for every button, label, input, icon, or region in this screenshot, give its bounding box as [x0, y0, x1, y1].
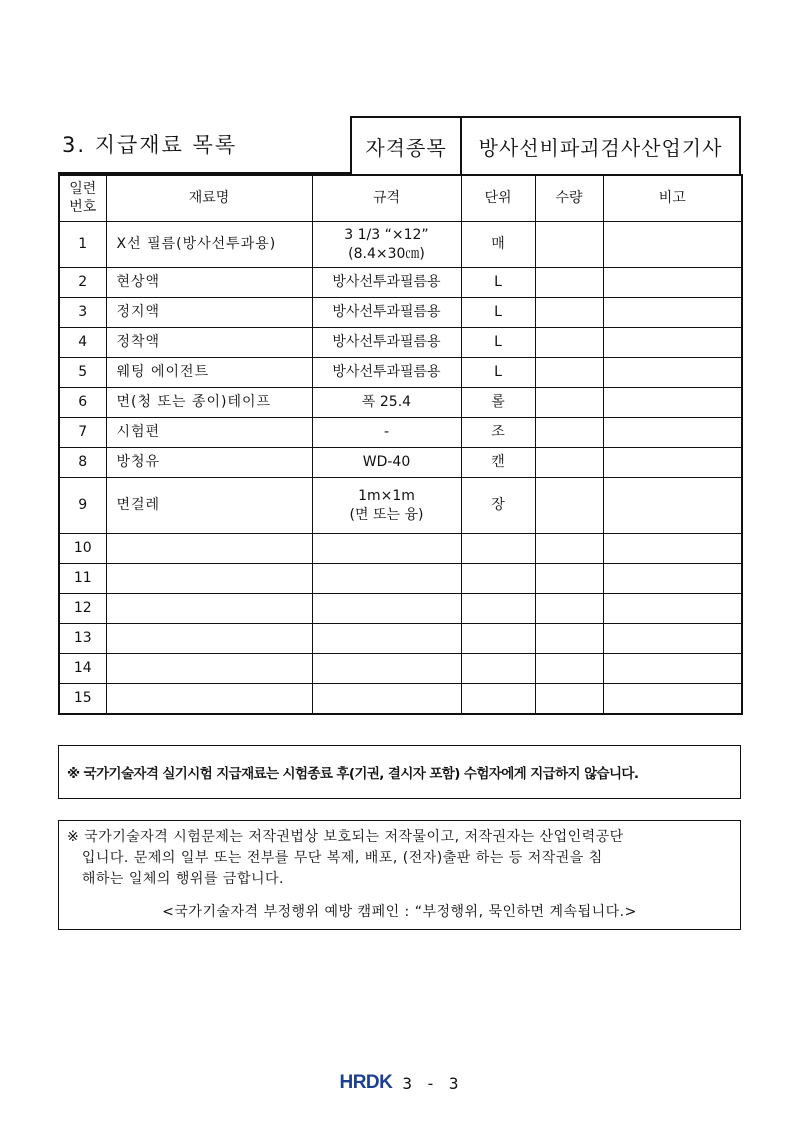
- column-header-spec: 규격: [312, 175, 461, 222]
- row-number: 1: [59, 222, 106, 268]
- material-name: 면걸레: [106, 478, 312, 534]
- table-row: [59, 534, 742, 564]
- material-note: [603, 268, 742, 298]
- material-qty: [535, 654, 603, 684]
- material-qty: [535, 222, 603, 268]
- material-name: [106, 594, 312, 624]
- material-name: 방청유: [106, 448, 312, 478]
- material-unit: L: [461, 268, 535, 298]
- material-qty: [535, 328, 603, 358]
- table-row: [59, 478, 742, 534]
- material-qty: [535, 418, 603, 448]
- table-row: [59, 684, 742, 714]
- material-name: 정지액: [106, 298, 312, 328]
- material-qty: [535, 268, 603, 298]
- material-spec: 방사선투과필름용: [312, 358, 461, 388]
- material-spec: [312, 564, 461, 594]
- row-number: 13: [59, 624, 106, 654]
- row-number: 5: [59, 358, 106, 388]
- material-note: [603, 298, 742, 328]
- material-unit: L: [461, 298, 535, 328]
- material-spec: [312, 534, 461, 564]
- table-row: [59, 594, 742, 624]
- materials-table: [58, 174, 743, 715]
- material-note: [603, 418, 742, 448]
- page-number: 3 - 3: [402, 1073, 461, 1093]
- notice-materials: ※ 국가기술자격 실기시험 지급재료는 시험종료 후(기권, 결시자 포함) 수험자에게 지급하지 않습니다.: [58, 745, 741, 799]
- material-note: [603, 684, 742, 714]
- material-name: [106, 654, 312, 684]
- row-number: 9: [59, 478, 106, 534]
- copyright-line: 입니다. 문제의 일부 또는 전부를 무단 복제, 배포, (전자)출판 하는 등 저작권을 침: [67, 850, 603, 866]
- copyright-line: 해하는 일체의 행위를 금합니다.: [67, 871, 284, 887]
- table-row: [59, 418, 742, 448]
- material-note: [603, 534, 742, 564]
- table-row: [59, 298, 742, 328]
- material-unit: L: [461, 358, 535, 388]
- hrdk-logo: HRDK: [339, 1072, 393, 1093]
- table-row: [59, 564, 742, 594]
- material-unit: 매: [461, 222, 535, 268]
- notice-copyright: [58, 820, 741, 930]
- material-qty: [535, 358, 603, 388]
- material-spec: 방사선투과필름용: [312, 268, 461, 298]
- column-header-unit: 단위: [461, 175, 535, 222]
- qualification-value: 방사선비파괴검사산업기사: [462, 116, 741, 174]
- row-number: 3: [59, 298, 106, 328]
- material-unit: [461, 624, 535, 654]
- table-row: [59, 624, 742, 654]
- material-qty: [535, 298, 603, 328]
- material-name: 현상액: [106, 268, 312, 298]
- table-row: [59, 448, 742, 478]
- table-row: [59, 268, 742, 298]
- row-number: 14: [59, 654, 106, 684]
- material-spec: 방사선투과필름용: [312, 328, 461, 358]
- table-row: [59, 358, 742, 388]
- material-qty: [535, 388, 603, 418]
- material-note: [603, 478, 742, 534]
- material-name: [106, 684, 312, 714]
- material-name: 시험편: [106, 418, 312, 448]
- material-note: [603, 624, 742, 654]
- column-header-qty: 수량: [535, 175, 603, 222]
- section-title: 3. 지급재료 목록: [58, 116, 350, 174]
- material-unit: [461, 534, 535, 564]
- row-number: 10: [59, 534, 106, 564]
- material-spec: 3 1/3 “×12” (8.4×30㎝): [312, 222, 461, 268]
- table-row: [59, 328, 742, 358]
- material-spec: WD-40: [312, 448, 461, 478]
- row-number: 2: [59, 268, 106, 298]
- material-name: [106, 564, 312, 594]
- header: [58, 116, 741, 174]
- row-number: 12: [59, 594, 106, 624]
- material-note: [603, 358, 742, 388]
- material-name: X선 필름(방사선투과용): [106, 222, 312, 268]
- campaign-text: <국가기술자격 부정행위 예방 캠페인 : “부정행위, 묵인하면 계속됩니다.>: [162, 904, 637, 920]
- material-qty: [535, 624, 603, 654]
- material-unit: 롤: [461, 388, 535, 418]
- material-qty: [535, 448, 603, 478]
- row-number: 8: [59, 448, 106, 478]
- material-qty: [535, 684, 603, 714]
- row-number: 6: [59, 388, 106, 418]
- material-spec: [312, 654, 461, 684]
- material-name: 정착액: [106, 328, 312, 358]
- material-note: [603, 654, 742, 684]
- row-number: 7: [59, 418, 106, 448]
- column-header-name: 재료명: [106, 175, 312, 222]
- material-spec: [312, 624, 461, 654]
- material-spec: -: [312, 418, 461, 448]
- material-note: [603, 564, 742, 594]
- material-name: [106, 624, 312, 654]
- column-header-note: 비고: [603, 175, 742, 222]
- table-row: [59, 222, 742, 268]
- material-note: [603, 594, 742, 624]
- row-number: 11: [59, 564, 106, 594]
- row-number: 4: [59, 328, 106, 358]
- material-note: [603, 328, 742, 358]
- material-spec: 1m×1m (면 또는 융): [312, 478, 461, 534]
- material-name: [106, 534, 312, 564]
- material-unit: 조: [461, 418, 535, 448]
- material-unit: 장: [461, 478, 535, 534]
- table-row: [59, 654, 742, 684]
- material-spec: [312, 684, 461, 714]
- material-unit: [461, 564, 535, 594]
- material-note: [603, 448, 742, 478]
- material-note: [603, 222, 742, 268]
- copyright-line: ※ 국가기술자격 시험문제는 저작권법상 보호되는 저작물이고, 저작권자는 산업인력공단: [67, 829, 624, 845]
- table-row: [59, 388, 742, 418]
- material-unit: L: [461, 328, 535, 358]
- row-number: 15: [59, 684, 106, 714]
- material-qty: [535, 478, 603, 534]
- material-qty: [535, 594, 603, 624]
- footer: [0, 1068, 800, 1098]
- table-header-row: [59, 175, 742, 222]
- column-header-number: 일련 번호: [59, 175, 106, 222]
- material-unit: 캔: [461, 448, 535, 478]
- material-name: 면(청 또는 종이)테이프: [106, 388, 312, 418]
- material-unit: [461, 594, 535, 624]
- qualification-label: 자격종목: [350, 116, 462, 174]
- material-spec: [312, 594, 461, 624]
- material-unit: [461, 654, 535, 684]
- material-unit: [461, 684, 535, 714]
- material-qty: [535, 564, 603, 594]
- material-spec: 폭 25.4: [312, 388, 461, 418]
- material-spec: 방사선투과필름용: [312, 298, 461, 328]
- material-note: [603, 388, 742, 418]
- material-name: 웨팅 에이전트: [106, 358, 312, 388]
- material-qty: [535, 534, 603, 564]
